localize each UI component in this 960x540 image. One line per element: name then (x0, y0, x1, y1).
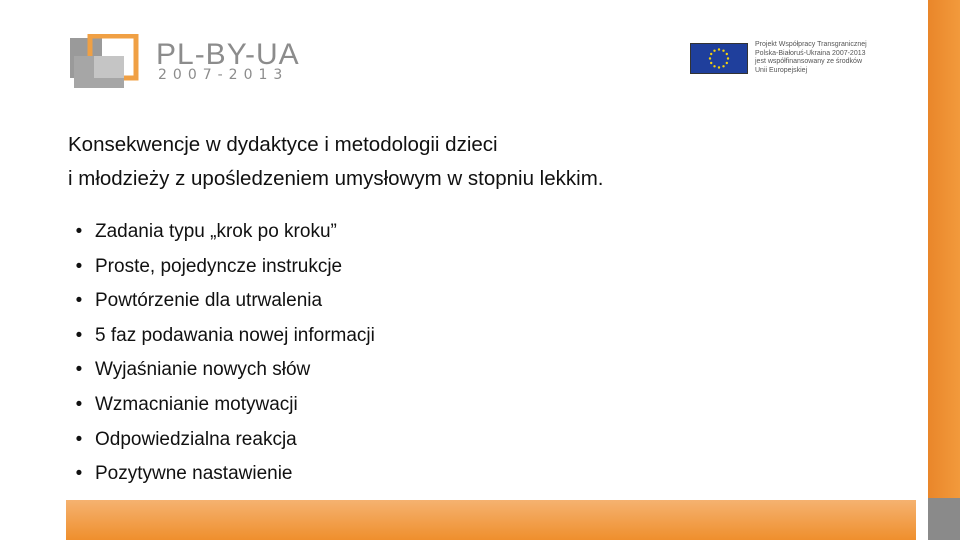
bullet-icon: • (75, 255, 83, 277)
bullet-icon: • (75, 290, 83, 312)
list-item-text: Zadania typu „krok po kroku” (95, 221, 337, 242)
eu-flag-star (722, 65, 724, 67)
bullet-icon: • (75, 221, 83, 242)
list-item-text: Powtórzenie dla utrwalenia (95, 290, 323, 312)
eu-note-line: Unii Europejskiej (755, 66, 808, 74)
slide-title-line-2: i młodzieży z upośledzeniem umysłowym w stopniu lekkim. (68, 167, 604, 190)
list-item-text: 5 faz podawania nowej informacji (95, 324, 375, 346)
eu-note-line: jest współfinansowany ze środków (755, 58, 862, 65)
logo-years: 2007-2013 (158, 67, 289, 83)
right-accent-corner (928, 498, 960, 540)
eu-flag-star (709, 57, 711, 59)
slide-title (68, 128, 908, 196)
list-item-text: Odpowiedzialna reakcja (95, 428, 297, 450)
eu-flag-star (726, 53, 728, 55)
eu-note-line: Projekt Współpracy Transgranicznej (755, 41, 867, 48)
eu-flag-star (710, 53, 712, 55)
list-item-text: Wyjaśnianie nowych słów (95, 359, 311, 381)
eu-funding-note (755, 41, 925, 75)
bottom-accent-band (66, 500, 916, 540)
eu-flag-star (713, 50, 715, 52)
list-item-text: Proste, pojedyncze instrukcje (95, 255, 343, 277)
eu-flag-star (710, 62, 712, 64)
logo-name: PL-BY-UA (156, 38, 300, 71)
bullet-icon: • (75, 428, 83, 450)
bullet-icon: • (75, 463, 83, 485)
list-item-text: Pozytywne nastawienie (95, 463, 293, 485)
eu-flag-star (718, 48, 720, 50)
eu-flag-star (722, 50, 724, 52)
bullet-icon: • (75, 359, 83, 381)
slide-title-line-1: Konsekwencje w dydaktyce i metodologii dzieci (68, 133, 498, 156)
eu-flag-icon (690, 43, 748, 74)
bullet-icon: • (75, 393, 83, 415)
bullet-icon: • (75, 324, 83, 346)
eu-flag-star (713, 65, 715, 67)
eu-flag-star (727, 57, 729, 59)
right-accent-strip (928, 0, 960, 498)
eu-flag-star (726, 62, 728, 64)
eu-flag-star (718, 66, 720, 68)
list-item-text: Wzmacnianie motywacji (95, 393, 298, 415)
eu-note-line: Polska-Białoruś-Ukraina 2007-2013 (755, 49, 866, 57)
logo-icon (68, 34, 140, 90)
